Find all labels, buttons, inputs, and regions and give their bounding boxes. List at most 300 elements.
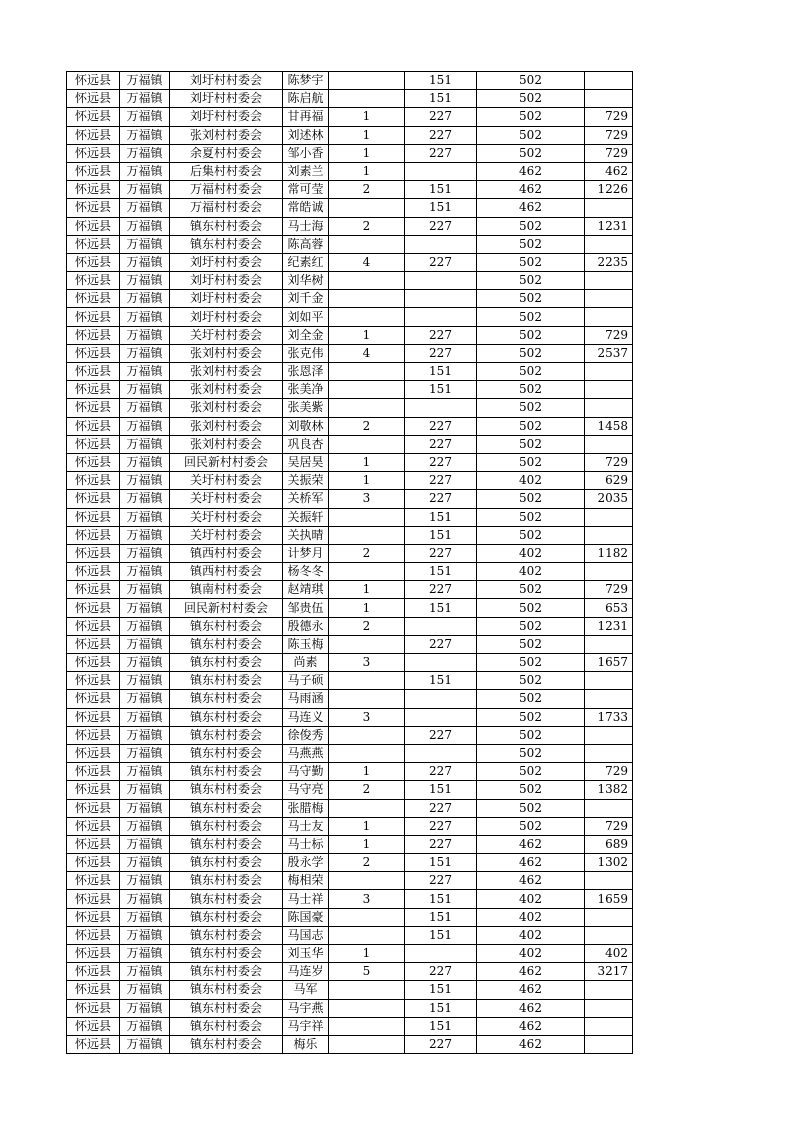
amount-b-cell: 502: [477, 235, 585, 253]
total-cell: [585, 726, 633, 744]
village-committee-cell: 张刘村村委会: [170, 363, 283, 381]
count-cell: [329, 399, 405, 417]
county-cell: 怀远县: [67, 599, 120, 617]
table-row: [67, 799, 633, 817]
table-row: [67, 162, 633, 180]
total-cell: [585, 272, 633, 290]
county-cell: 怀远县: [67, 253, 120, 271]
county-cell: 怀远县: [67, 654, 120, 672]
total-cell: [585, 1017, 633, 1035]
name-cell: 邹小香: [283, 144, 329, 162]
total-cell: 1458: [585, 417, 633, 435]
town-cell: 万福镇: [120, 581, 170, 599]
table-row: [67, 453, 633, 471]
name-cell: 关振荣: [283, 472, 329, 490]
table-row: [67, 508, 633, 526]
town-cell: 万福镇: [120, 654, 170, 672]
amount-b-cell: 502: [477, 90, 585, 108]
name-cell: 马宇燕: [283, 999, 329, 1017]
total-cell: 1659: [585, 890, 633, 908]
total-cell: [585, 981, 633, 999]
count-cell: 5: [329, 963, 405, 981]
amount-a-cell: 151: [405, 926, 477, 944]
count-cell: 2: [329, 617, 405, 635]
county-cell: 怀远县: [67, 563, 120, 581]
count-cell: [329, 272, 405, 290]
village-committee-cell: 镇南村村委会: [170, 581, 283, 599]
town-cell: 万福镇: [120, 162, 170, 180]
town-cell: 万福镇: [120, 817, 170, 835]
amount-b-cell: 502: [477, 272, 585, 290]
name-cell: 刘素兰: [283, 162, 329, 180]
village-committee-cell: 镇东村村委会: [170, 817, 283, 835]
village-committee-cell: 镇东村村委会: [170, 1017, 283, 1035]
amount-a-cell: 227: [405, 544, 477, 562]
town-cell: 万福镇: [120, 690, 170, 708]
count-cell: [329, 926, 405, 944]
town-cell: 万福镇: [120, 272, 170, 290]
amount-a-cell: 227: [405, 417, 477, 435]
total-cell: 729: [585, 581, 633, 599]
village-committee-cell: 镇东村村委会: [170, 854, 283, 872]
table-row: [67, 817, 633, 835]
table-row: [67, 744, 633, 762]
amount-a-cell: 227: [405, 326, 477, 344]
count-cell: [329, 308, 405, 326]
amount-a-cell: 151: [405, 672, 477, 690]
table-row: [67, 417, 633, 435]
town-cell: 万福镇: [120, 472, 170, 490]
village-committee-cell: 镇东村村委会: [170, 617, 283, 635]
town-cell: 万福镇: [120, 763, 170, 781]
amount-a-cell: 151: [405, 90, 477, 108]
name-cell: 马连义: [283, 708, 329, 726]
total-cell: [585, 308, 633, 326]
amount-a-cell: 227: [405, 817, 477, 835]
name-cell: 马守勤: [283, 763, 329, 781]
village-committee-cell: 关圩村村委会: [170, 490, 283, 508]
total-cell: 729: [585, 453, 633, 471]
village-committee-cell: 万福村村委会: [170, 199, 283, 217]
county-cell: 怀远县: [67, 926, 120, 944]
amount-b-cell: 502: [477, 817, 585, 835]
count-cell: 3: [329, 490, 405, 508]
table-row: [67, 635, 633, 653]
town-cell: 万福镇: [120, 181, 170, 199]
name-cell: 刘华树: [283, 272, 329, 290]
count-cell: [329, 435, 405, 453]
county-cell: 怀远县: [67, 963, 120, 981]
town-cell: 万福镇: [120, 908, 170, 926]
total-cell: 653: [585, 599, 633, 617]
table-row: [67, 253, 633, 271]
count-cell: 2: [329, 854, 405, 872]
county-cell: 怀远县: [67, 726, 120, 744]
county-cell: 怀远县: [67, 799, 120, 817]
amount-b-cell: 462: [477, 872, 585, 890]
name-cell: 刘全金: [283, 326, 329, 344]
table-row: [67, 199, 633, 217]
name-cell: 马士友: [283, 817, 329, 835]
town-cell: 万福镇: [120, 926, 170, 944]
amount-b-cell: 502: [477, 654, 585, 672]
town-cell: 万福镇: [120, 490, 170, 508]
village-committee-cell: 镇东村村委会: [170, 890, 283, 908]
total-cell: [585, 563, 633, 581]
name-cell: 殷永学: [283, 854, 329, 872]
table-row: [67, 217, 633, 235]
town-cell: 万福镇: [120, 854, 170, 872]
total-cell: 729: [585, 326, 633, 344]
county-cell: 怀远县: [67, 763, 120, 781]
name-cell: 关执晴: [283, 526, 329, 544]
town-cell: 万福镇: [120, 781, 170, 799]
table-row: [67, 981, 633, 999]
count-cell: [329, 744, 405, 762]
count-cell: 2: [329, 181, 405, 199]
village-committee-cell: 镇东村村委会: [170, 945, 283, 963]
amount-b-cell: 402: [477, 563, 585, 581]
count-cell: 3: [329, 890, 405, 908]
total-cell: 689: [585, 835, 633, 853]
total-cell: 1657: [585, 654, 633, 672]
count-cell: 1: [329, 835, 405, 853]
table-row: [67, 890, 633, 908]
town-cell: 万福镇: [120, 290, 170, 308]
town-cell: 万福镇: [120, 108, 170, 126]
county-cell: 怀远县: [67, 308, 120, 326]
total-cell: [585, 508, 633, 526]
town-cell: 万福镇: [120, 599, 170, 617]
county-cell: 怀远县: [67, 72, 120, 90]
count-cell: [329, 363, 405, 381]
table-row: [67, 908, 633, 926]
county-cell: 怀远县: [67, 817, 120, 835]
amount-a-cell: 151: [405, 981, 477, 999]
total-cell: [585, 526, 633, 544]
village-committee-cell: 镇东村村委会: [170, 999, 283, 1017]
name-cell: 马士标: [283, 835, 329, 853]
count-cell: 1: [329, 326, 405, 344]
village-committee-cell: 镇东村村委会: [170, 963, 283, 981]
village-committee-cell: 关圩村村委会: [170, 472, 283, 490]
count-cell: 1: [329, 108, 405, 126]
amount-a-cell: [405, 162, 477, 180]
amount-b-cell: 502: [477, 126, 585, 144]
amount-a-cell: 227: [405, 799, 477, 817]
town-cell: 万福镇: [120, 872, 170, 890]
name-cell: 陈高蓉: [283, 235, 329, 253]
amount-b-cell: 502: [477, 344, 585, 362]
name-cell: 刘如平: [283, 308, 329, 326]
table-row: [67, 599, 633, 617]
count-cell: 1: [329, 472, 405, 490]
town-cell: 万福镇: [120, 381, 170, 399]
town-cell: 万福镇: [120, 308, 170, 326]
total-cell: [585, 635, 633, 653]
amount-b-cell: 402: [477, 890, 585, 908]
village-committee-cell: 镇东村村委会: [170, 726, 283, 744]
amount-a-cell: [405, 654, 477, 672]
amount-b-cell: 502: [477, 453, 585, 471]
count-cell: 1: [329, 144, 405, 162]
village-committee-cell: 刘圩村村委会: [170, 290, 283, 308]
table-row: [67, 108, 633, 126]
table-row: [67, 690, 633, 708]
total-cell: [585, 199, 633, 217]
amount-a-cell: 151: [405, 563, 477, 581]
table-row: [67, 90, 633, 108]
amount-b-cell: 502: [477, 581, 585, 599]
amount-b-cell: 502: [477, 763, 585, 781]
town-cell: 万福镇: [120, 726, 170, 744]
village-committee-cell: 刘圩村村委会: [170, 308, 283, 326]
name-cell: 赵靖琪: [283, 581, 329, 599]
total-cell: 629: [585, 472, 633, 490]
count-cell: 1: [329, 763, 405, 781]
town-cell: 万福镇: [120, 144, 170, 162]
village-committee-cell: 刘圩村村委会: [170, 253, 283, 271]
count-cell: [329, 726, 405, 744]
amount-a-cell: 227: [405, 144, 477, 162]
name-cell: 计梦月: [283, 544, 329, 562]
county-cell: 怀远县: [67, 708, 120, 726]
amount-b-cell: 502: [477, 672, 585, 690]
table-row: [67, 763, 633, 781]
table-row: [67, 672, 633, 690]
total-cell: [585, 744, 633, 762]
amount-b-cell: 502: [477, 108, 585, 126]
amount-a-cell: 227: [405, 963, 477, 981]
table-row: [67, 526, 633, 544]
village-committee-cell: 关圩村村委会: [170, 326, 283, 344]
total-cell: 2035: [585, 490, 633, 508]
name-cell: 张腊梅: [283, 799, 329, 817]
county-cell: 怀远县: [67, 490, 120, 508]
village-committee-cell: 镇东村村委会: [170, 654, 283, 672]
town-cell: 万福镇: [120, 217, 170, 235]
count-cell: 2: [329, 417, 405, 435]
amount-b-cell: 502: [477, 435, 585, 453]
amount-b-cell: 502: [477, 635, 585, 653]
count-cell: [329, 381, 405, 399]
town-cell: 万福镇: [120, 999, 170, 1017]
table-row: [67, 563, 633, 581]
total-cell: 729: [585, 817, 633, 835]
county-cell: 怀远县: [67, 90, 120, 108]
amount-b-cell: 462: [477, 1035, 585, 1053]
county-cell: 怀远县: [67, 908, 120, 926]
name-cell: 关振轩: [283, 508, 329, 526]
amount-a-cell: 227: [405, 726, 477, 744]
name-cell: 巩良杏: [283, 435, 329, 453]
county-cell: 怀远县: [67, 945, 120, 963]
amount-b-cell: 502: [477, 781, 585, 799]
count-cell: 1: [329, 599, 405, 617]
table-row: [67, 963, 633, 981]
total-cell: [585, 435, 633, 453]
county-cell: 怀远县: [67, 108, 120, 126]
total-cell: [585, 926, 633, 944]
town-cell: 万福镇: [120, 435, 170, 453]
town-cell: 万福镇: [120, 72, 170, 90]
amount-b-cell: 502: [477, 599, 585, 617]
village-committee-cell: 张刘村村委会: [170, 399, 283, 417]
table-row: [67, 435, 633, 453]
amount-a-cell: [405, 235, 477, 253]
town-cell: 万福镇: [120, 708, 170, 726]
amount-b-cell: 402: [477, 945, 585, 963]
table-row: [67, 1017, 633, 1035]
amount-b-cell: 502: [477, 417, 585, 435]
total-cell: 1231: [585, 617, 633, 635]
table-row: [67, 544, 633, 562]
village-committee-cell: 镇东村村委会: [170, 908, 283, 926]
table-row: [67, 326, 633, 344]
town-cell: 万福镇: [120, 617, 170, 635]
town-cell: 万福镇: [120, 544, 170, 562]
name-cell: 吴居昊: [283, 453, 329, 471]
amount-b-cell: 462: [477, 963, 585, 981]
name-cell: 陈梦宇: [283, 72, 329, 90]
amount-b-cell: 502: [477, 526, 585, 544]
count-cell: 1: [329, 581, 405, 599]
village-committee-cell: 镇东村村委会: [170, 708, 283, 726]
count-cell: [329, 672, 405, 690]
amount-b-cell: 402: [477, 926, 585, 944]
village-committee-cell: 回民新村村委会: [170, 599, 283, 617]
amount-b-cell: 462: [477, 981, 585, 999]
table-row: [67, 490, 633, 508]
amount-b-cell: 402: [477, 544, 585, 562]
count-cell: [329, 635, 405, 653]
county-cell: 怀远县: [67, 363, 120, 381]
count-cell: 4: [329, 344, 405, 362]
amount-a-cell: 227: [405, 490, 477, 508]
amount-b-cell: 502: [477, 72, 585, 90]
town-cell: 万福镇: [120, 672, 170, 690]
county-cell: 怀远县: [67, 1017, 120, 1035]
table-row: [67, 399, 633, 417]
amount-a-cell: 227: [405, 581, 477, 599]
amount-a-cell: 151: [405, 781, 477, 799]
total-cell: [585, 399, 633, 417]
total-cell: 1302: [585, 854, 633, 872]
total-cell: 729: [585, 144, 633, 162]
county-cell: 怀远县: [67, 217, 120, 235]
total-cell: 1182: [585, 544, 633, 562]
county-cell: 怀远县: [67, 999, 120, 1017]
village-committee-cell: 镇东村村委会: [170, 799, 283, 817]
amount-a-cell: 151: [405, 1017, 477, 1035]
name-cell: 马宇祥: [283, 1017, 329, 1035]
town-cell: 万福镇: [120, 199, 170, 217]
amount-b-cell: 462: [477, 854, 585, 872]
village-committee-cell: 镇东村村委会: [170, 981, 283, 999]
amount-a-cell: 227: [405, 435, 477, 453]
total-cell: [585, 1035, 633, 1053]
count-cell: [329, 72, 405, 90]
count-cell: [329, 199, 405, 217]
county-cell: 怀远县: [67, 635, 120, 653]
total-cell: [585, 799, 633, 817]
town-cell: 万福镇: [120, 981, 170, 999]
count-cell: [329, 1017, 405, 1035]
table-row: [67, 144, 633, 162]
name-cell: 陈玉梅: [283, 635, 329, 653]
amount-b-cell: 502: [477, 726, 585, 744]
count-cell: [329, 799, 405, 817]
amount-a-cell: 227: [405, 1035, 477, 1053]
amount-b-cell: 502: [477, 363, 585, 381]
count-cell: [329, 563, 405, 581]
count-cell: [329, 908, 405, 926]
county-cell: 怀远县: [67, 290, 120, 308]
village-committee-cell: 张刘村村委会: [170, 381, 283, 399]
county-cell: 怀远县: [67, 581, 120, 599]
amount-a-cell: 151: [405, 999, 477, 1017]
town-cell: 万福镇: [120, 417, 170, 435]
county-cell: 怀远县: [67, 835, 120, 853]
name-cell: 马士祥: [283, 890, 329, 908]
county-cell: 怀远县: [67, 417, 120, 435]
count-cell: [329, 526, 405, 544]
village-committee-cell: 镇东村村委会: [170, 217, 283, 235]
county-cell: 怀远县: [67, 690, 120, 708]
county-cell: 怀远县: [67, 381, 120, 399]
total-cell: [585, 235, 633, 253]
amount-a-cell: 151: [405, 599, 477, 617]
amount-a-cell: 151: [405, 854, 477, 872]
total-cell: 2537: [585, 344, 633, 362]
count-cell: 1: [329, 945, 405, 963]
amount-a-cell: 227: [405, 108, 477, 126]
town-cell: 万福镇: [120, 126, 170, 144]
amount-b-cell: 502: [477, 799, 585, 817]
name-cell: 张美净: [283, 381, 329, 399]
amount-a-cell: 151: [405, 199, 477, 217]
village-committee-cell: 镇东村村委会: [170, 744, 283, 762]
table-row: [67, 617, 633, 635]
amount-a-cell: 227: [405, 453, 477, 471]
county-cell: 怀远县: [67, 162, 120, 180]
town-cell: 万福镇: [120, 563, 170, 581]
county-cell: 怀远县: [67, 199, 120, 217]
village-committee-cell: 镇东村村委会: [170, 926, 283, 944]
amount-b-cell: 462: [477, 162, 585, 180]
count-cell: 3: [329, 708, 405, 726]
amount-b-cell: 502: [477, 708, 585, 726]
county-cell: 怀远县: [67, 272, 120, 290]
count-cell: 3: [329, 654, 405, 672]
county-cell: 怀远县: [67, 526, 120, 544]
amount-b-cell: 502: [477, 144, 585, 162]
name-cell: 刘千金: [283, 290, 329, 308]
amount-b-cell: 502: [477, 308, 585, 326]
amount-b-cell: 462: [477, 199, 585, 217]
amount-a-cell: [405, 272, 477, 290]
total-cell: [585, 672, 633, 690]
name-cell: 殷德永: [283, 617, 329, 635]
county-cell: 怀远县: [67, 181, 120, 199]
name-cell: 陈启航: [283, 90, 329, 108]
amount-b-cell: 402: [477, 908, 585, 926]
village-committee-cell: 刘圩村村委会: [170, 90, 283, 108]
amount-b-cell: 502: [477, 399, 585, 417]
county-cell: 怀远县: [67, 617, 120, 635]
town-cell: 万福镇: [120, 799, 170, 817]
total-cell: 729: [585, 126, 633, 144]
